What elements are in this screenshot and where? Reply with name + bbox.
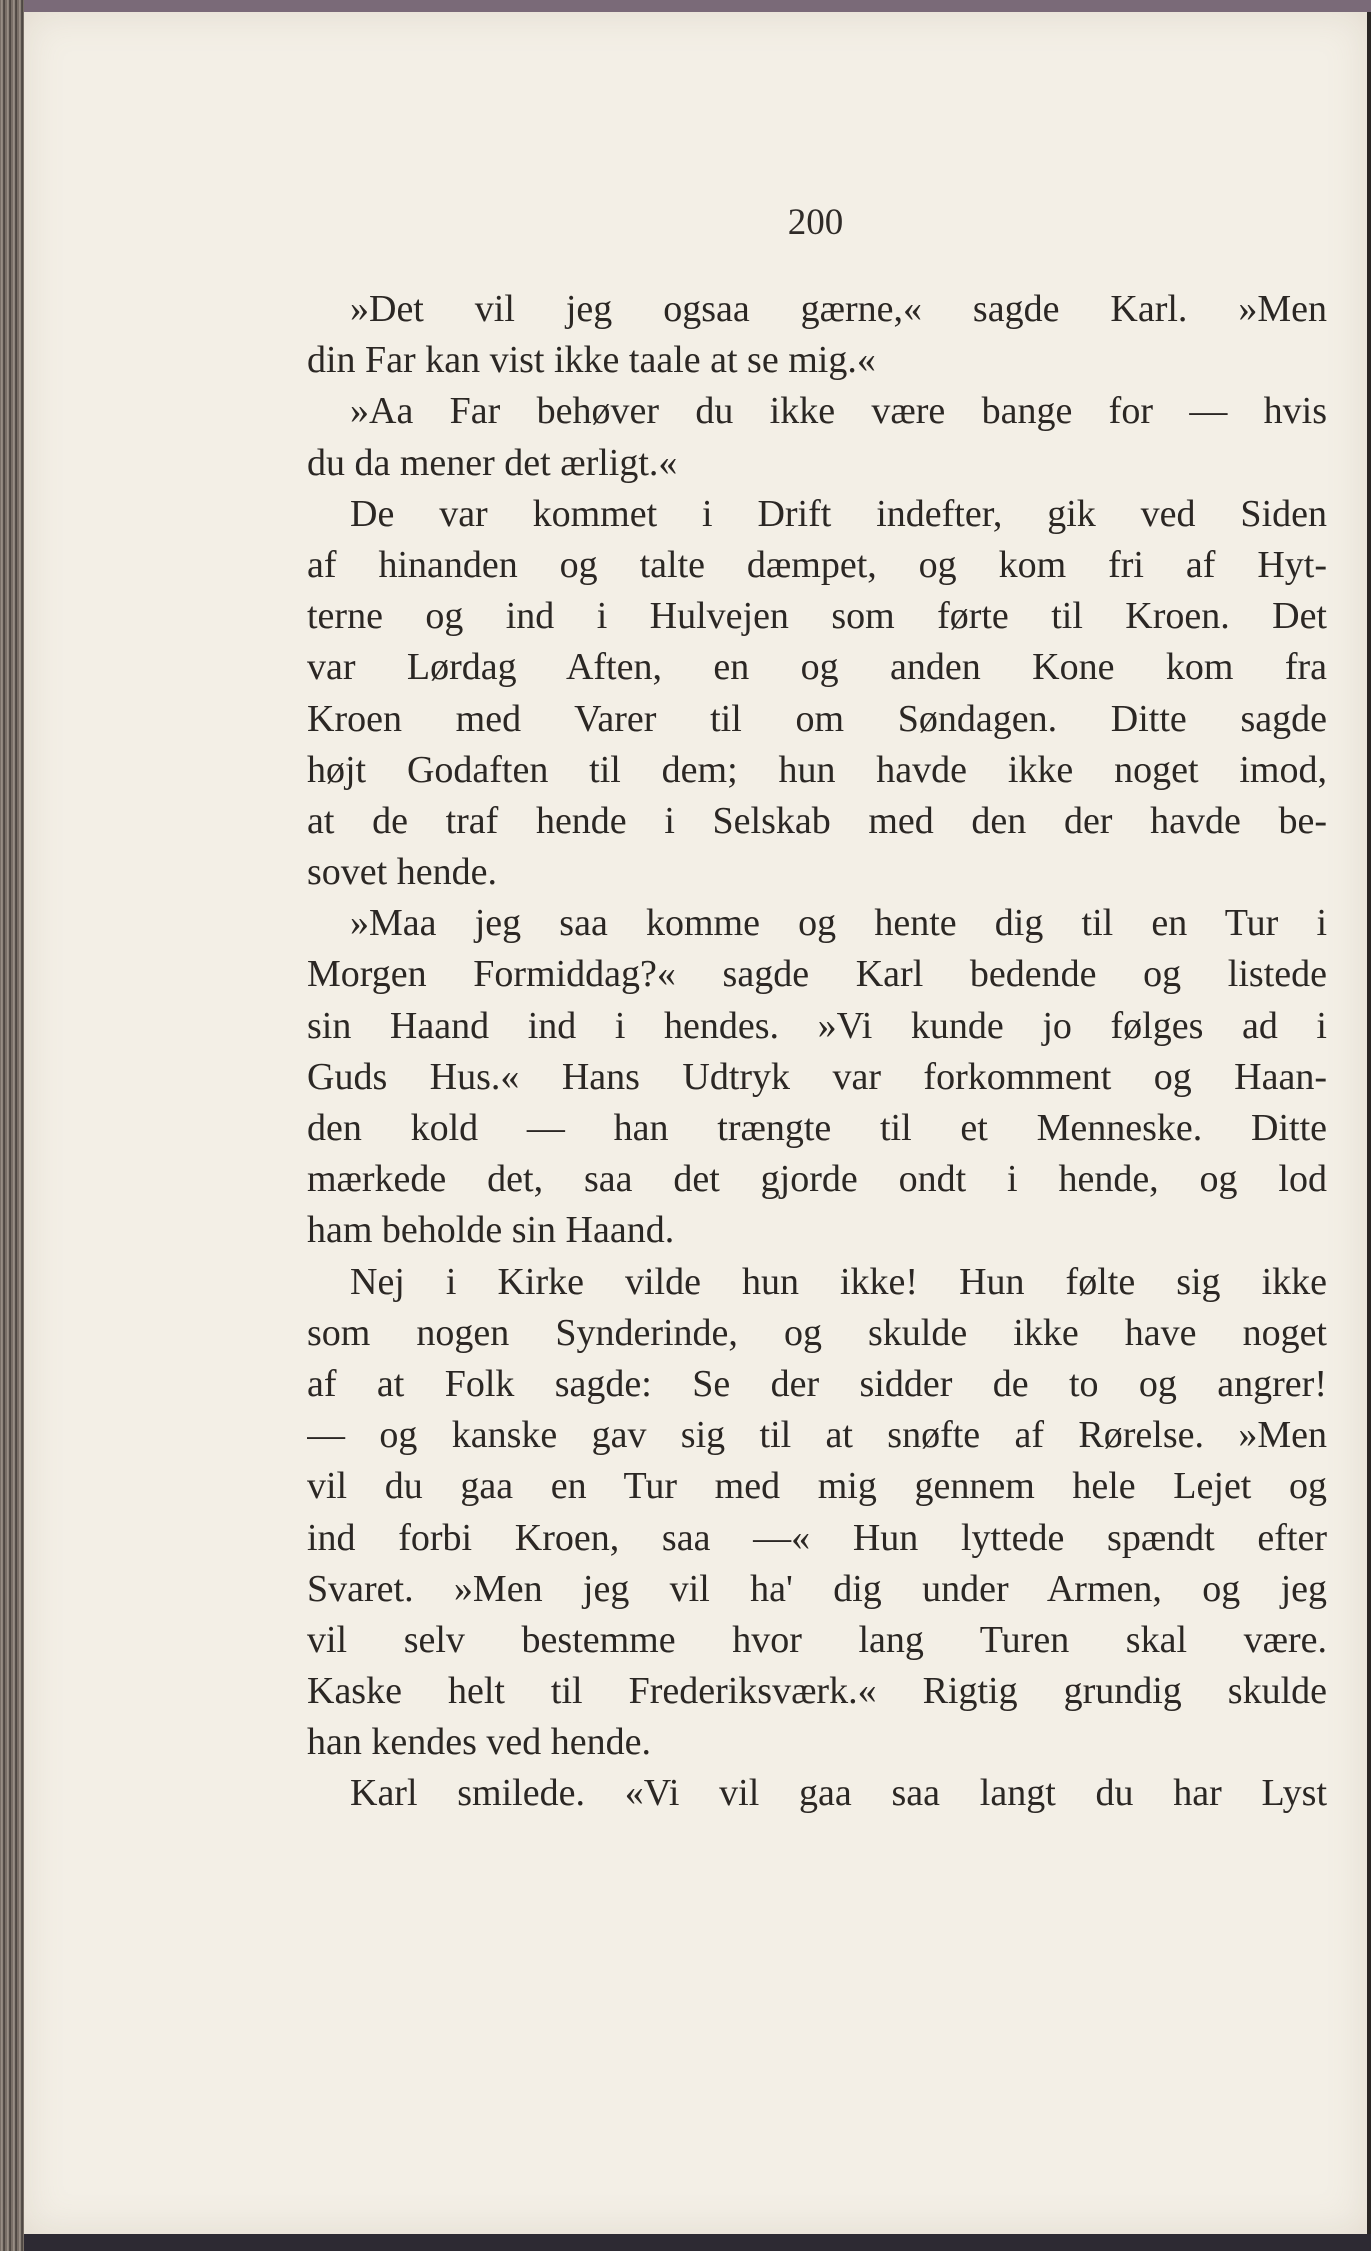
page-number: 200	[787, 202, 844, 243]
text-line: din Far kan vist ikke taale at se mig.«	[307, 339, 876, 382]
text-line: at de traf hende i Selskab med den der havde be-	[307, 799, 1327, 842]
text-line: terne og ind i Hulvejen som førte til Kroen. Det	[307, 595, 1327, 638]
text-line: Nej i Kirke vilde hun ikke! Hun følte sig ikke	[350, 1260, 1327, 1303]
text-line: sovet hende.	[307, 851, 497, 894]
text-line: vil du gaa en Tur med mig gennem hele Lejet og	[307, 1465, 1327, 1508]
text-line: du da mener det ærligt.«	[307, 441, 678, 484]
text-line: som nogen Synderinde, og skulde ikke have noget	[307, 1311, 1327, 1354]
text-line: Svaret. »Men jeg vil ha' dig under Armen, og jeg	[307, 1567, 1327, 1610]
book-binding-edge	[0, 0, 24, 2251]
text-line: — og kanske gav sig til at snøfte af Rørelse. »Men	[307, 1414, 1327, 1457]
page-top-edge	[24, 0, 1371, 12]
text-line: vil selv bestemme hvor lang Turen skal være.	[307, 1618, 1327, 1661]
text-line: mærkede det, saa det gjorde ondt i hende, og lod	[307, 1158, 1327, 1201]
text-line: ham beholde sin Haand.	[307, 1209, 675, 1252]
text-line: »Det vil jeg ogsaa gærne,« sagde Karl. »Men	[350, 288, 1327, 330]
page-body-text	[307, 284, 1327, 1820]
text-line: Guds Hus.« Hans Udtryk var forkomment og Haan-	[307, 1055, 1327, 1098]
text-line: den kold — han trængte til et Menneske. Ditte	[307, 1107, 1327, 1149]
text-line: af at Folk sagde: Se der sidder de to og angrer!	[307, 1362, 1327, 1405]
text-line: Karl smilede. «Vi vil gaa saa langt du har Lyst	[350, 1772, 1327, 1815]
text-line: sin Haand ind i hendes. »Vi kunde jo følges ad i	[307, 1004, 1327, 1047]
text-line: »Maa jeg saa komme og hente dig til en Tur i	[350, 902, 1327, 945]
text-line: Kroen med Varer til om Søndagen. Ditte sagde	[307, 697, 1327, 740]
text-line: var Lørdag Aften, en og anden Kone kom fra	[307, 646, 1327, 689]
text-line: Kaske helt til Frederiksværk.« Rigtig grundig skulde	[307, 1670, 1327, 1713]
text-line: ind forbi Kroen, saa —« Hun lyttede spændt efter	[307, 1516, 1327, 1559]
page-bottom-edge	[24, 2234, 1371, 2251]
text-line: højt Godaften til dem; hun havde ikke noget imod,	[307, 748, 1327, 791]
text-line: Morgen Formiddag?« sagde Karl bedende og listede	[307, 953, 1327, 996]
text-line: De var kommet i Drift indefter, gik ved Siden	[350, 492, 1327, 535]
text-line: han kendes ved hende.	[307, 1721, 651, 1764]
text-line: »Aa Far behøver du ikke være bange for — hvis	[350, 390, 1327, 433]
text-line: af hinanden og talte dæmpet, og kom fri af Hyt-	[307, 543, 1327, 586]
